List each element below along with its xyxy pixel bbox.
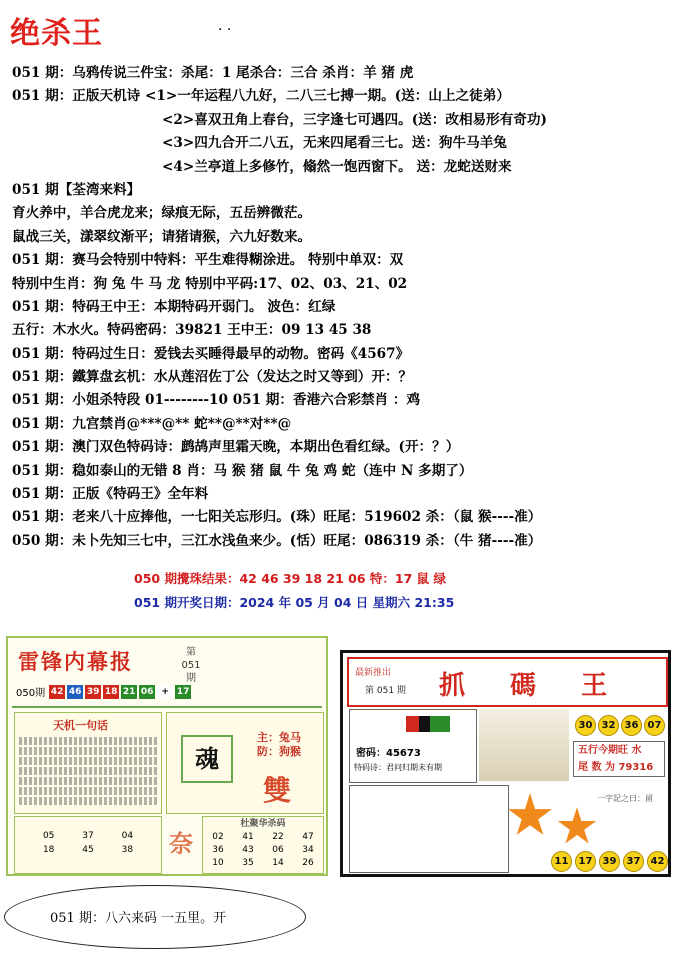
zhuamawang-title: 抓 碼 王 bbox=[439, 671, 626, 701]
prediction-line: 051 期：正版天机诗 <1>一年运程八九好，二八三七搏一期。(送：山上之徒弟） bbox=[12, 88, 510, 105]
prediction-line: 051 期：小姐杀特段 01--------10 051 期：香港六合彩禁肖 ：鸡 bbox=[12, 392, 421, 409]
prediction-line: <4>兰亭道上多修竹，翛然一饱西窗下。 送：龙蛇送财来 bbox=[162, 158, 512, 175]
bottom-cell: 04 bbox=[121, 831, 134, 841]
leifeng-issue: 第 051 期 bbox=[181, 647, 201, 684]
zhu-text: 主：兔马 bbox=[257, 731, 301, 744]
code-label: 密码：45673 bbox=[356, 748, 421, 759]
prediction-line: 育火养中，羊合虎龙来；绿痕无际，五岳辨微茫。 bbox=[12, 205, 312, 222]
bottom-balls bbox=[551, 851, 668, 872]
table-cell: 34 bbox=[302, 845, 314, 855]
prediction-line: 051 期：乌鸦传说三件宝：杀尾：1 尾杀合：三合 杀肖：羊 猪 虎 bbox=[12, 65, 414, 81]
result-line: 050 期攪珠结果：42 46 39 18 21 06 特：17 鼠 绿 bbox=[134, 571, 447, 586]
table-cell: 43 bbox=[242, 845, 254, 855]
table-cell: 14 bbox=[272, 858, 284, 868]
prediction-lines bbox=[12, 62, 672, 553]
top-balls bbox=[575, 715, 665, 736]
riddle-box bbox=[349, 785, 509, 873]
table-cell: 26 bbox=[302, 858, 314, 868]
prediction-line: 051 期：九宫禁肖@***@** 蛇**@**对**@ bbox=[12, 415, 292, 432]
hun-char: 魂 bbox=[181, 735, 233, 783]
sha-ma-title: 杜聚华杀码 bbox=[240, 819, 286, 829]
bubble-text: 051 期：八六来码 一五里。开 bbox=[50, 911, 227, 926]
prediction-line: <2>喜双丑角上春台，三字逢七可遇四。(送：改相易形有奇功) bbox=[162, 111, 547, 128]
wuxing-box bbox=[573, 741, 665, 777]
draw-date-line: 051 期开奖日期：2024 年 05 月 04 日 星期六 21:35 bbox=[134, 595, 455, 610]
divider bbox=[12, 706, 322, 708]
zhuamawang-header bbox=[347, 657, 668, 707]
number-ball: 39 bbox=[86, 686, 100, 697]
note-text: 一字記之曰：留 bbox=[597, 794, 653, 803]
ban-char: 奈 bbox=[169, 829, 193, 858]
new-label: 最新推出 bbox=[355, 668, 392, 678]
prediction-line: 051 期：赛马会特别中特料：平生难得糊涂进。 特别中单双：双 bbox=[12, 252, 404, 269]
prediction-line: 特别中生肖：狗 兔 牛 马 龙 特别中平码:17、02、03、21、02 bbox=[12, 275, 408, 292]
tianji-lines bbox=[19, 737, 157, 807]
zhuamawang-panel bbox=[340, 650, 671, 877]
right-issue: 第 051 期 bbox=[365, 686, 406, 696]
logo-icon bbox=[406, 716, 450, 732]
yellow-ball: 11 bbox=[551, 851, 572, 872]
prediction-line: 五行：木水火。特码密码：39821 王中王：09 13 45 38 bbox=[12, 322, 372, 339]
table-cell: 02 bbox=[212, 832, 224, 842]
hun-box bbox=[166, 712, 324, 814]
prediction-line: 051 期：特码过生日：爱钱去买睡得最早的动物。密码《4567》 bbox=[12, 345, 410, 362]
number-ball: 42 bbox=[50, 686, 64, 697]
leifeng-issue-label: 050期 bbox=[16, 688, 46, 699]
code-box bbox=[349, 709, 477, 783]
bottom-cell: 05 bbox=[42, 831, 55, 841]
table-cell: 36 bbox=[212, 845, 224, 855]
bottom-row bbox=[15, 829, 161, 843]
fang-text: 防：狗猴 bbox=[257, 745, 301, 758]
table-cell: 47 bbox=[302, 832, 314, 842]
yellow-ball: 30 bbox=[575, 715, 596, 736]
number-ball: 21 bbox=[122, 686, 136, 697]
tianji-title: 天机一句话 bbox=[53, 719, 108, 732]
star-icon bbox=[557, 807, 597, 847]
table-row bbox=[203, 831, 323, 844]
bottom-cell: 37 bbox=[82, 831, 94, 841]
table-cell: 22 bbox=[272, 832, 284, 842]
prediction-line: 051 期【荃湾来料】 bbox=[12, 181, 141, 198]
table-row bbox=[203, 857, 323, 870]
leifeng-panel bbox=[6, 636, 328, 876]
bottom-cell: 45 bbox=[82, 845, 94, 855]
leifeng-title: 雷锋内幕报 bbox=[18, 650, 133, 674]
prediction-line: 051 期：鐵算盘玄机：水从莲沼佐丁公（发达之时又等到）开：？ bbox=[12, 369, 413, 386]
prediction-line: 051 期：澳门双色特码诗：鹧鸪声里霜天晚，本期出色看红绿。(开：？） bbox=[12, 439, 460, 456]
wuxing-line2: 尾 数 为 79316 bbox=[578, 762, 654, 773]
number-ball: 06 bbox=[140, 686, 154, 697]
yellow-ball: 37 bbox=[623, 851, 644, 872]
number-ball: + bbox=[157, 685, 173, 699]
yellow-ball: 42 bbox=[647, 851, 668, 872]
poem-label: 特码诗：君问归期未有期 bbox=[354, 763, 442, 772]
yellow-ball: 32 bbox=[598, 715, 619, 736]
shuang-char: 雙 bbox=[263, 774, 292, 807]
leifeng-balls bbox=[16, 684, 191, 699]
table-cell: 06 bbox=[272, 845, 284, 855]
table-cell: 41 bbox=[242, 832, 254, 842]
page-title: 绝杀王 bbox=[10, 16, 103, 51]
star-icon bbox=[507, 793, 553, 839]
bottom-cell: 18 bbox=[42, 845, 55, 855]
number-ball: 17 bbox=[176, 686, 190, 697]
prediction-line: 鼠战三关，漾翠纹渐平；请猪请猴，六九好数来。 bbox=[12, 228, 312, 245]
bottom-cell: 38 bbox=[121, 845, 134, 855]
yellow-ball: 36 bbox=[621, 715, 642, 736]
table-cell: 10 bbox=[212, 858, 224, 868]
yellow-ball: 07 bbox=[644, 715, 665, 736]
tianji-box bbox=[14, 712, 162, 814]
prediction-line: 051 期：特码王中王：本期特码开弱门。 波色：红绿 bbox=[12, 298, 336, 315]
bottom-box bbox=[14, 816, 162, 874]
prediction-line: 051 期：老来八十应捧他，一七阳关忘形归。(珠）旺尾：519602 杀：（鼠 猴----准） bbox=[12, 509, 542, 526]
wuxing-line1: 五行今期旺 水 bbox=[578, 745, 642, 756]
table-row bbox=[203, 844, 323, 857]
prediction-line: 050 期：未卜先知三七中，三江水浅鱼来少。(恬）旺尾：086319 杀：（牛 猪----准） bbox=[12, 532, 542, 549]
prediction-line: 051 期：稳如泰山的无错 8 肖：马 猴 猪 鼠 牛 兔 鸡 蛇（连中 N 多期了） bbox=[12, 462, 473, 479]
bottom-row bbox=[15, 843, 161, 857]
prediction-line: 051 期：正版《特码王》全年料 bbox=[12, 486, 209, 503]
yellow-ball: 17 bbox=[575, 851, 596, 872]
scholar-image bbox=[479, 709, 569, 781]
number-ball: 18 bbox=[104, 686, 118, 697]
prediction-line: <3>四九合开二八五，无来四尾看三七。送：狗牛马羊兔 bbox=[162, 135, 507, 152]
decor-dots: . . bbox=[218, 18, 232, 34]
sha-ma-table bbox=[202, 816, 324, 874]
yellow-ball: 39 bbox=[599, 851, 620, 872]
table-cell: 35 bbox=[242, 858, 254, 868]
zhu-fang bbox=[257, 731, 301, 759]
number-ball: 46 bbox=[68, 686, 82, 697]
